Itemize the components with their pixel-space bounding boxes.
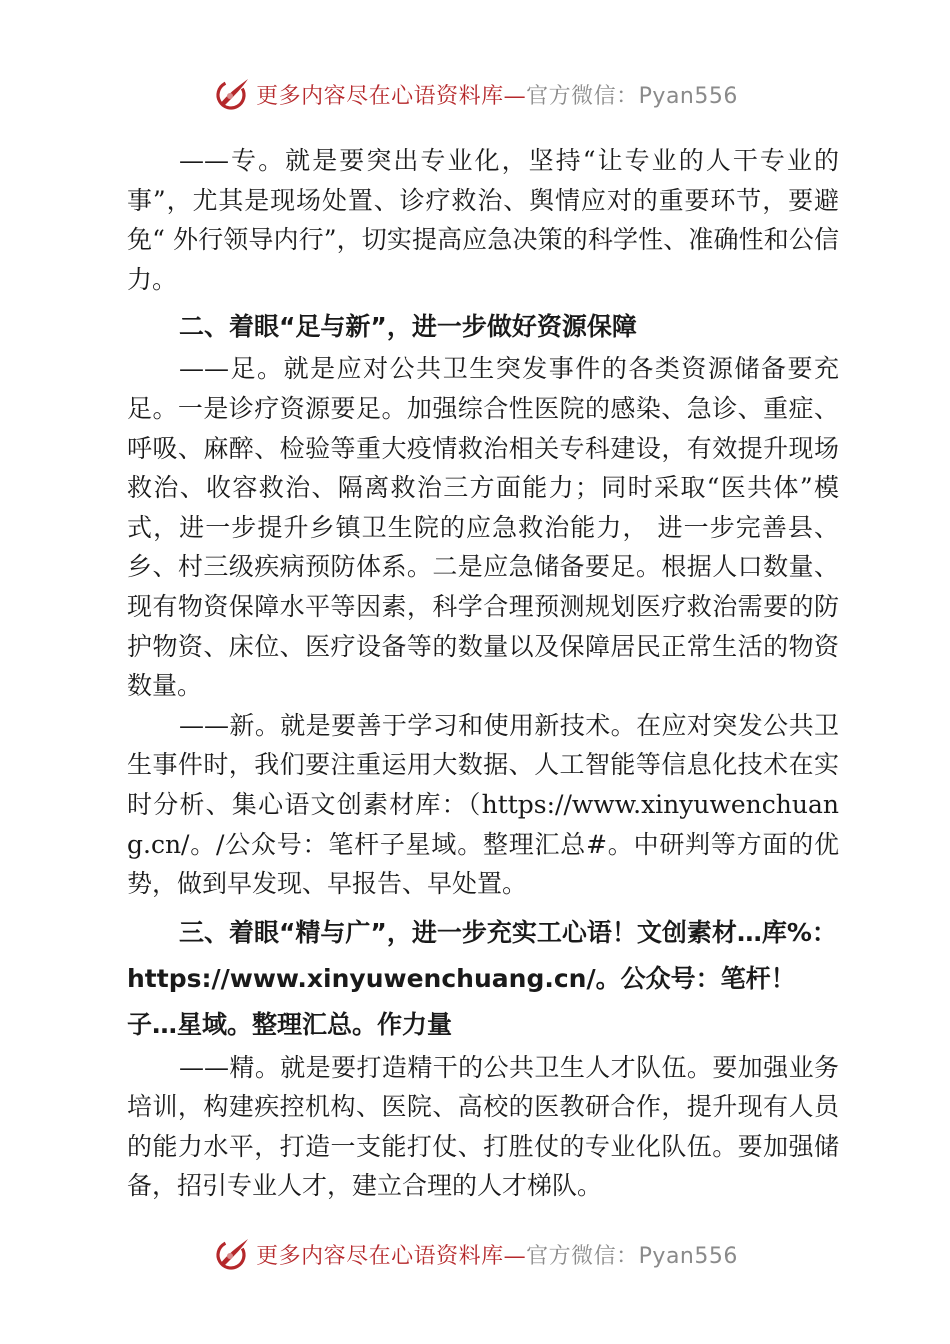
paragraph-zu: ——足。就是应对公共卫生突发事件的各类资源储备要充足。一是诊疗资源要足。加强综合性医院的感染、急诊、重症、呼吸、麻醉、检验等重大疫情救治相关专科建设，有效提升现场救治、收容救治、隔离救治三方面能力；同时采取“医共体”模式，进一步提升乡镇卫生院的应急救治能力， 进一步完善县、乡、村三级疾病预防体系。二是应急储备要足。根据人口数量、现有物资保障水平等因素，科学合理预测规划医疗救治需要的防护物资、床位、医疗设备等的数量以及保障居民正常生活的物资数量。 — [127, 354, 839, 701]
paragraph-xin: ——新。就是要善于学习和使用新技术。在应对突发公共卫生事件时，我们要注重运用大数据、人工智能等信息化技术在实时分析、集心语文创素材库：（https://www.xinyuwenchuang.cn/。/公众号：笔杆子星域。整理汇总#。中研判等方面的优势，做到早发现、早报告、早处置。 — [127, 710, 839, 899]
watermark-prefix: 更多内容尽在心语资料库— — [256, 83, 527, 109]
watermark-text — [256, 1239, 738, 1270]
paragraph-zhuan: ——专。就是要突出专业化，坚持“让专业的人干专业的事”，尤其是现场处置、诊疗救治、舆情应对的重要环节，要避免“ 外行领导内行”，切实提高应急决策的科学性、准确性和公信力。 — [127, 146, 839, 294]
brush-logo-icon — [212, 1234, 252, 1274]
section-heading-2: 二、着眼“足与新”，进一步做好资源保障 — [179, 312, 637, 342]
watermark-label: 官方微信： — [526, 83, 639, 109]
brush-logo-icon — [212, 74, 252, 114]
paragraph-jing: ——精。就是要打造精干的公共卫生人才队伍。要加强业务培训，构建疾控机构、医院、高校的医教研合作，提升现有人员的能力水平，打造一支能打仗、打胜仗的专业化队伍。要加强储备，招引专业人才，建立合理的人才梯队。 — [127, 1052, 839, 1201]
watermark-label: 官方微信： — [526, 1243, 639, 1269]
watermark-header — [0, 72, 950, 116]
watermark-id: Pyan556 — [638, 1243, 738, 1269]
section-heading-3: 三、着眼“精与广”，进一步充实工心语！文创素材…库%：https://www.xinyuwenchuang.cn/。公众号：笔杆！子…星域。整理汇总。作力量 — [127, 917, 837, 1039]
document-body — [127, 141, 839, 1206]
watermark-text — [256, 79, 738, 110]
watermark-prefix: 更多内容尽在心语资料库— — [256, 1243, 527, 1269]
watermark-footer — [0, 1232, 950, 1276]
watermark-id: Pyan556 — [638, 83, 738, 109]
